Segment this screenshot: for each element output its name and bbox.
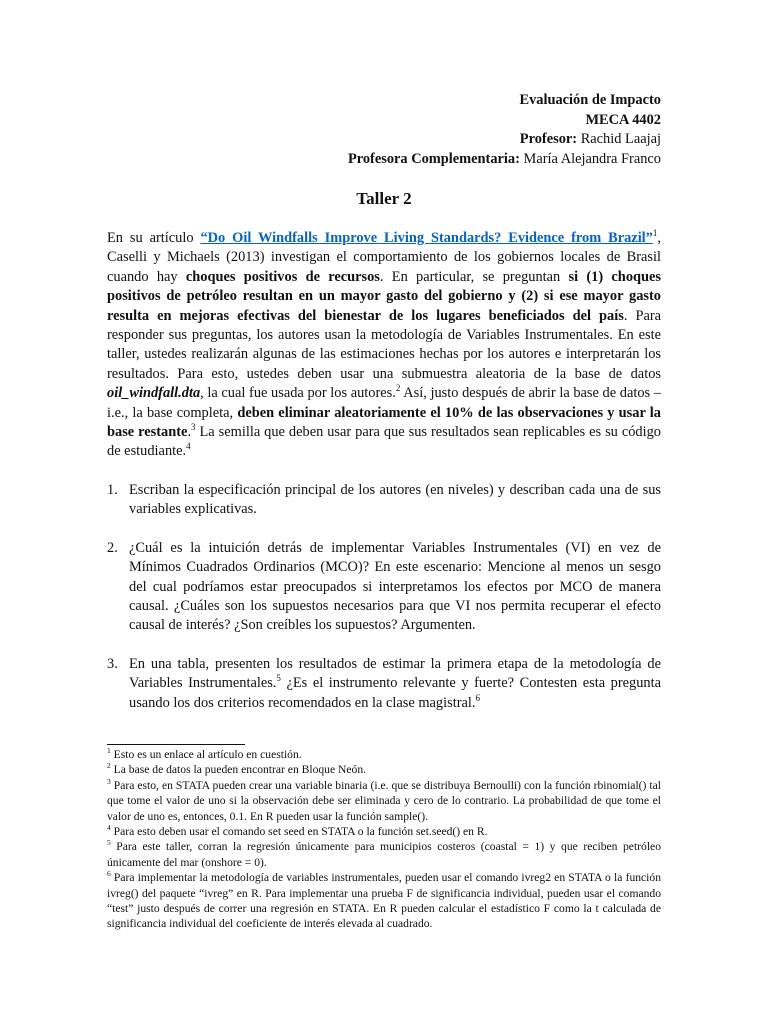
question-list: [107, 481, 661, 713]
question-text: ¿Cuál es la intuición detrás de implementar Variables Instrumentales (VI) en vez de Mínimos Cuadrados Ordinarios (MCO)? En este escenario: Mencione al menos un sesgo del cual podríamos estar preocupados si interpretamos los efectos por MCO de manera causal. ¿Cuáles son los supuestos necesarios para que VI nos permita recuperar el efecto causal de interés? ¿Son creíbles los supuestos? Argumenten.: [129, 539, 661, 634]
footnote: $^2$ La base de datos la pueden encontrar en Bloque Neón.: [107, 761, 367, 777]
dataset-filename: oil_windfall.dta: [107, 385, 201, 402]
question-item: [107, 539, 661, 636]
intro-paragraph: En su artículo “Do Oil Windfalls Improve Living Standards? Evidence from Brazil”$^1$, Caselli y Michaels (2013) investigan el comportamiento de los gobiernos locales de Brasil cuando hay choques positivos de recursos. En particular, se preguntan si (1) choques positivos de petróleo resultan en un mayor gasto del gobierno y (2) si ese mayor gasto resulta en mejoras efectivas del bienestar de los lugares beneficiados del país. Para responder sus preguntas, los autores usan la metodología de Variables Instrumentales. En este taller, ustedes realizarán algunas de las estimaciones hechas por los autores e interpretarán los resultados. Para esto, ustedes deben usar una submuestra aleatoria de la base de datos oil_windfall.dta, la cual fue usada por los autores.$^2$ Así, justo después de abrir la base de datos – i.e., la base completa, deben eliminar aleatoriamente el 10% de las observaciones y usar la base restante.$^3$ La semilla que deben usar para que sus resultados sean replicables es su código de estudiante.$^4$: [107, 228, 662, 460]
course-header: [348, 91, 661, 169]
footnote: $^6$ Para implementar la metodología de variables instrumentales, pueden usar el comando ivreg2 en STATA o la función ivreg() del paquete “ivreg” en R. Para implementar una prueba F de significancia individual, pueden usar el comando “test” justo después de correr una regresión en STATA. En R pueden calcular el estadístico F como la t calculada de significancia individual del coeficiente de interés elevada al cuadrado.: [107, 869, 661, 931]
course-name: Evaluación de Impacto: [519, 92, 661, 108]
footnote: $^1$ Esto es un enlace al artículo en cuestión.: [107, 746, 302, 761]
article-link[interactable]: “Do Oil Windfalls Improve Living Standards? Evidence from Brazil”: [200, 230, 653, 246]
footnote-ref[interactable]: 6: [475, 692, 480, 703]
footnote: $^3$ Para esto, en STATA pueden crear una variable binaria (i.e. que se distribuya Bernoulli) con la función rbinomial() tal que tome el valor de uno si la observación debe ser eliminada y cero de lo contrario. La probabilidad de que tome el valor de uno es, entonces, 0.1. En R pueden usar la función sample().: [107, 776, 661, 823]
course-code: MECA 4402: [585, 111, 661, 128]
question-text: ¿Es el instrumento relevante y fuerte? Contesten esta pregunta usando los dos criterios recomendados en la clase magistral.: [129, 675, 661, 711]
page-title: Taller 2: [356, 189, 412, 208]
footnote-ref[interactable]: 2: [395, 383, 401, 394]
question-text: En una tabla, presenten los resultados de estimar la primera etapa de la metodología de Variables Instrumentales.: [129, 655, 661, 692]
question-number: 1.: [107, 481, 118, 498]
assistant-line: [348, 150, 661, 170]
footnote-ref[interactable]: 4: [186, 441, 191, 452]
footnote: $^5$ Para este taller, corran la regresión únicamente para municipios costeros (coastal = 1) y que reciben petróleo únicamente del mar (onshore = 0).: [107, 838, 661, 869]
assistant-label: Profesora Complementaria:: [347, 150, 520, 167]
footnote-ref[interactable]: 5: [276, 673, 281, 684]
question-text: Escriban la especificación principal de los autores (en niveles) y describan cada una de sus variables explicativas.: [129, 481, 661, 518]
footnote-ref[interactable]: 3: [191, 422, 196, 433]
professor-name: Rachid Laajaj: [580, 131, 661, 147]
question-number: 2.: [107, 539, 118, 556]
footnote: $^4$ Para esto deben usar el comando set seed en STATA o la función set.seed() en R.: [107, 823, 488, 839]
footnotes: [107, 747, 661, 932]
question-item: [107, 481, 661, 520]
professor-label: Profesor:: [519, 131, 578, 147]
question-number: 3.: [107, 655, 118, 672]
footnote-ref[interactable]: 1: [652, 228, 658, 239]
footnote-separator: [107, 744, 245, 745]
document-body: [107, 229, 661, 713]
assistant-name: María Alejandra Franco: [523, 150, 661, 167]
question-item: [107, 655, 661, 713]
professor-line: [348, 130, 661, 150]
